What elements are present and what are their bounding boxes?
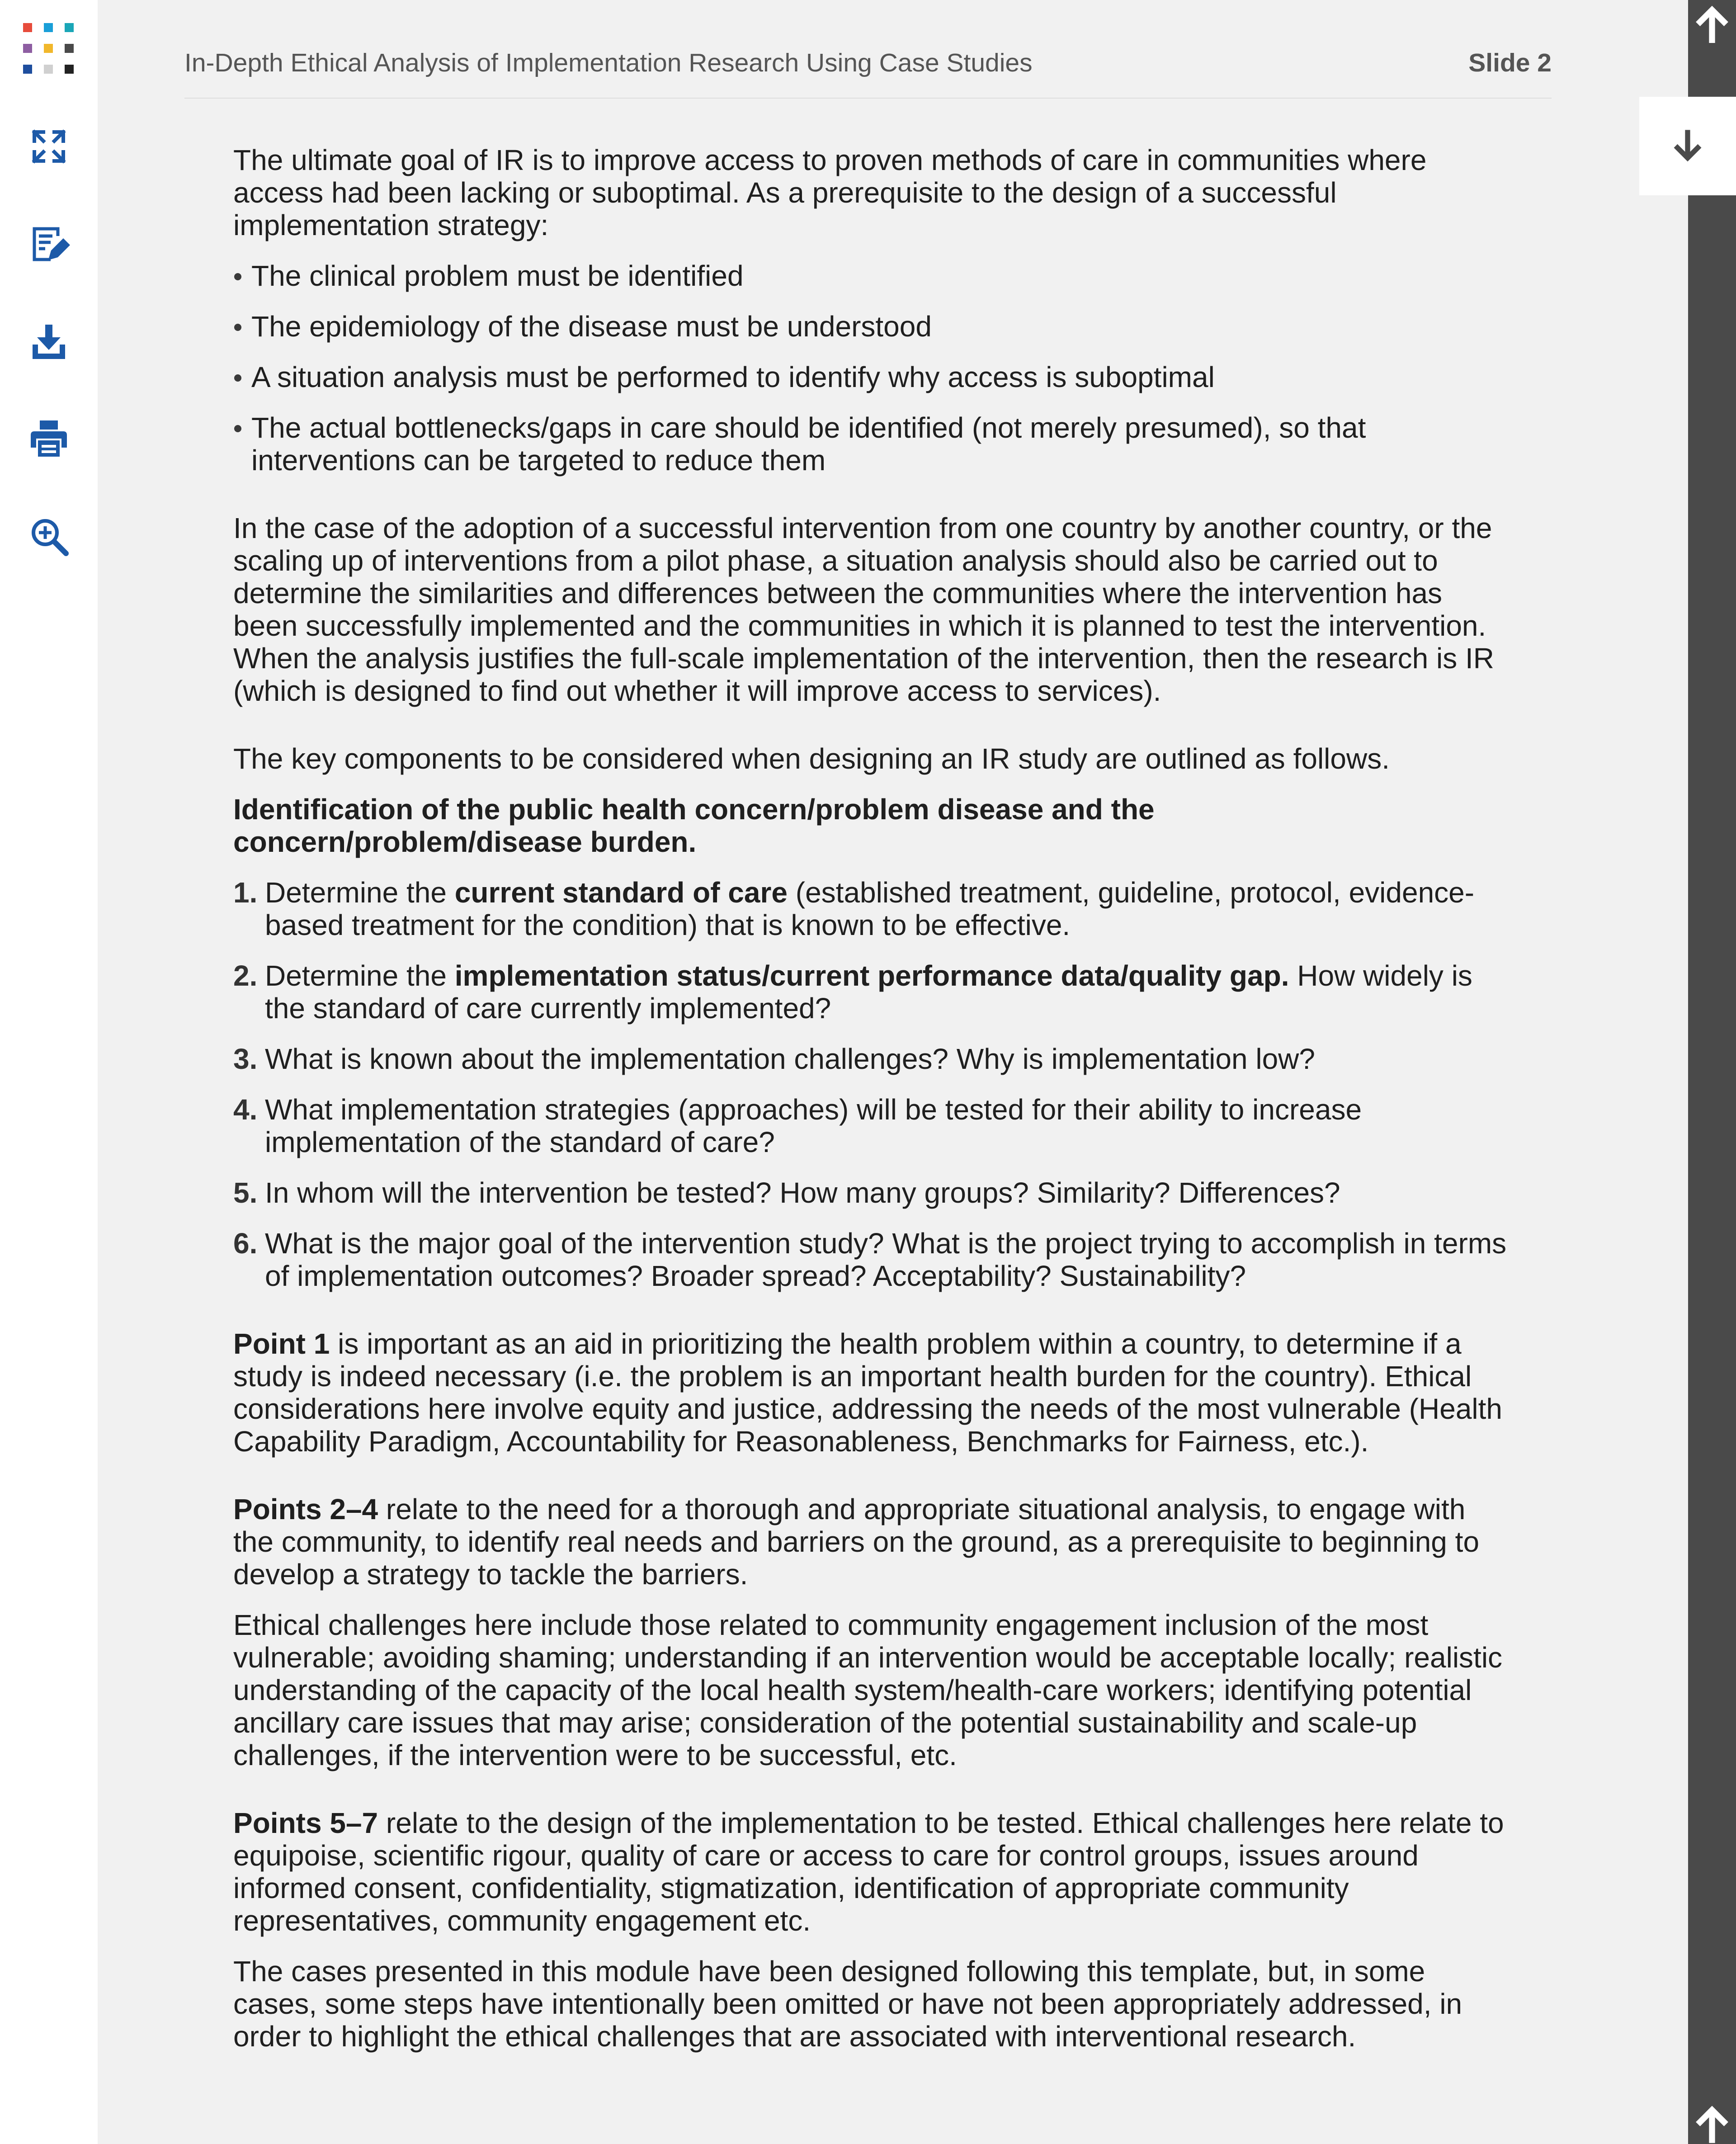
slide-number: Slide 2: [1468, 48, 1552, 77]
item-text-pre: Determine the: [265, 876, 455, 909]
bullet-dot: [234, 324, 241, 331]
scrollbar[interactable]: [1688, 0, 1736, 2144]
key-components-paragraph: The key components to be considered when designing an IR study are outlined as follows.: [233, 742, 1390, 775]
item-text-pre: In whom will the intervention be tested? How many groups? Similarity? Differences?: [265, 1176, 1340, 1209]
bullet-item: [233, 361, 1508, 393]
item-text-pre: What is known about the implementation challenges? Why is implementation low?: [265, 1043, 1315, 1075]
numbered-item: [233, 1093, 1508, 1158]
bullet-text: The clinical problem must be identified: [251, 260, 744, 292]
bullet-item: [233, 260, 1508, 292]
adoption-paragraph: In the case of the adoption of a successful intervention from one country by another country, or the scaling up of interventions from a pilot phase, a situation analysis should also be carried out to determine the similarities and differences between the communities where the intervention has been successfully implemented and the communities in which it is planned to test the intervention. When the analysis justifies the full-scale implementation of the intervention, then the research is IR (which is designed to find out whether it will improve access to services).: [233, 512, 1494, 707]
download-icon[interactable]: [27, 319, 71, 363]
numbered-item: [233, 1227, 1508, 1292]
intro-paragraph: The ultimate goal of IR is to improve access to proven methods of care in communities where access had been lacking or suboptimal. As a prerequisite to the design of a successful implementation strategy:: [233, 144, 1427, 241]
numbered-item: [233, 1043, 1508, 1075]
page-title: In-Depth Ethical Analysis of Implementation Research Using Case Studies: [184, 48, 1033, 77]
section-heading: Identification of the public health concern/problem disease and the concern/problem/disease burden.: [233, 793, 1155, 858]
next-slide-button[interactable]: [1639, 97, 1736, 195]
arrow-down-icon: [1667, 126, 1708, 166]
points57-text: relate to the design of the implementation to be tested. Ethical challenges here relate to equipoise, scientific rigour, quality of care or access to care for control groups, issues around informed consent, confidentiality, stigmatization, identification of appropriate community representatives, community engagement etc.: [233, 1807, 1504, 1937]
points57-paragraph: [233, 1807, 1508, 1937]
points24-paragraph: [233, 1493, 1508, 1591]
numbered-item: [233, 1176, 1508, 1209]
bullet-text: The actual bottlenecks/gaps in care should be identified (not merely presumed), so that interventions can be targeted to reduce them: [251, 411, 1366, 477]
item-text-pre: Determine the: [265, 959, 455, 992]
arrow-up-icon[interactable]: [1688, 2096, 1736, 2144]
fullscreen-icon[interactable]: [27, 125, 71, 168]
item-text-post: (established treatment, guideline, protocol, evidence-based treatment for the condition) that is known to be effective.: [265, 876, 1475, 941]
numbered-item: [233, 876, 1508, 941]
cases-paragraph: The cases presented in this module have been designed following this template, but, in some cases, some steps have intentionally been omitted or have not been appropriately addressed, in order to highlight the ethical challenges that are associated with interventional research.: [233, 1955, 1462, 2053]
item-text-pre: What is the major goal of the intervention study? What is the project trying to accomplish in terms of implementation outcomes? Broader spread? Acceptability? Sustainability?: [265, 1227, 1507, 1292]
bullet-text: The epidemiology of the disease must be understood: [251, 310, 932, 343]
item-number: 2.: [233, 959, 258, 992]
item-text-bold: current standard of care: [454, 876, 788, 909]
notes-icon[interactable]: [27, 222, 71, 265]
slide-header: [184, 43, 1552, 99]
slide-content: [233, 144, 1508, 2053]
print-icon[interactable]: [27, 417, 71, 460]
app-grid-logo[interactable]: [23, 23, 74, 74]
points24-label: Points 2–4: [233, 1493, 378, 1525]
bullet-item: [233, 411, 1508, 477]
point1-text: is important as an aid in prioritizing the health problem within a country, to determine if a study is indeed necessary (i.e. the problem is an important health burden for the country). Ethical considerations here involve equity and justice, addressing the needs of the most vulnerable (Health Capability Paradigm, Accountability for Reasonableness, Benchmarks for Fairness, etc.).: [233, 1327, 1502, 1458]
points24-text: relate to the need for a thorough and appropriate situational analysis, to engage with the community, to identify real needs and barriers on the ground, as a prerequisite to beginning to develop a strategy to tackle the barriers.: [233, 1493, 1480, 1591]
item-text-post: How widely is the standard of care currently implemented?: [265, 959, 1472, 1025]
item-number: 6.: [233, 1227, 258, 1260]
numbered-item: [233, 959, 1508, 1025]
point1-label: Point 1: [233, 1327, 330, 1360]
item-number: 1.: [233, 876, 258, 909]
bullet-text: A situation analysis must be performed to identify why access is suboptimal: [251, 361, 1215, 393]
point1-paragraph: [233, 1327, 1508, 1458]
item-number: 5.: [233, 1176, 258, 1209]
arrow-up-icon[interactable]: [1688, 0, 1736, 48]
toolbar-sidebar: [0, 0, 98, 2144]
item-text-bold: implementation status/current performance data/quality gap.: [454, 959, 1289, 992]
item-number: 3.: [233, 1043, 258, 1075]
item-text-pre: What implementation strategies (approaches) will be tested for their ability to increase implementation of the standard of care?: [265, 1093, 1362, 1158]
bullet-dot: [234, 374, 241, 382]
points57-label: Points 5–7: [233, 1807, 378, 1839]
bullet-item: [233, 310, 1508, 343]
item-number: 4.: [233, 1093, 258, 1126]
zoom-in-icon[interactable]: [27, 515, 71, 558]
bullet-dot: [234, 425, 241, 432]
ethical-challenges-paragraph: Ethical challenges here include those related to community engagement inclusion of the most vulnerable; avoiding shaming; understanding if an intervention would be acceptable locally; realistic understanding of the capacity of the local health system/health-care workers; identifying potential ancillary care issues that may arise; consideration of the potential sustainability and scale-up challenges, if the intervention were to be successful, etc.: [233, 1609, 1503, 1771]
bullet-dot: [234, 273, 241, 280]
